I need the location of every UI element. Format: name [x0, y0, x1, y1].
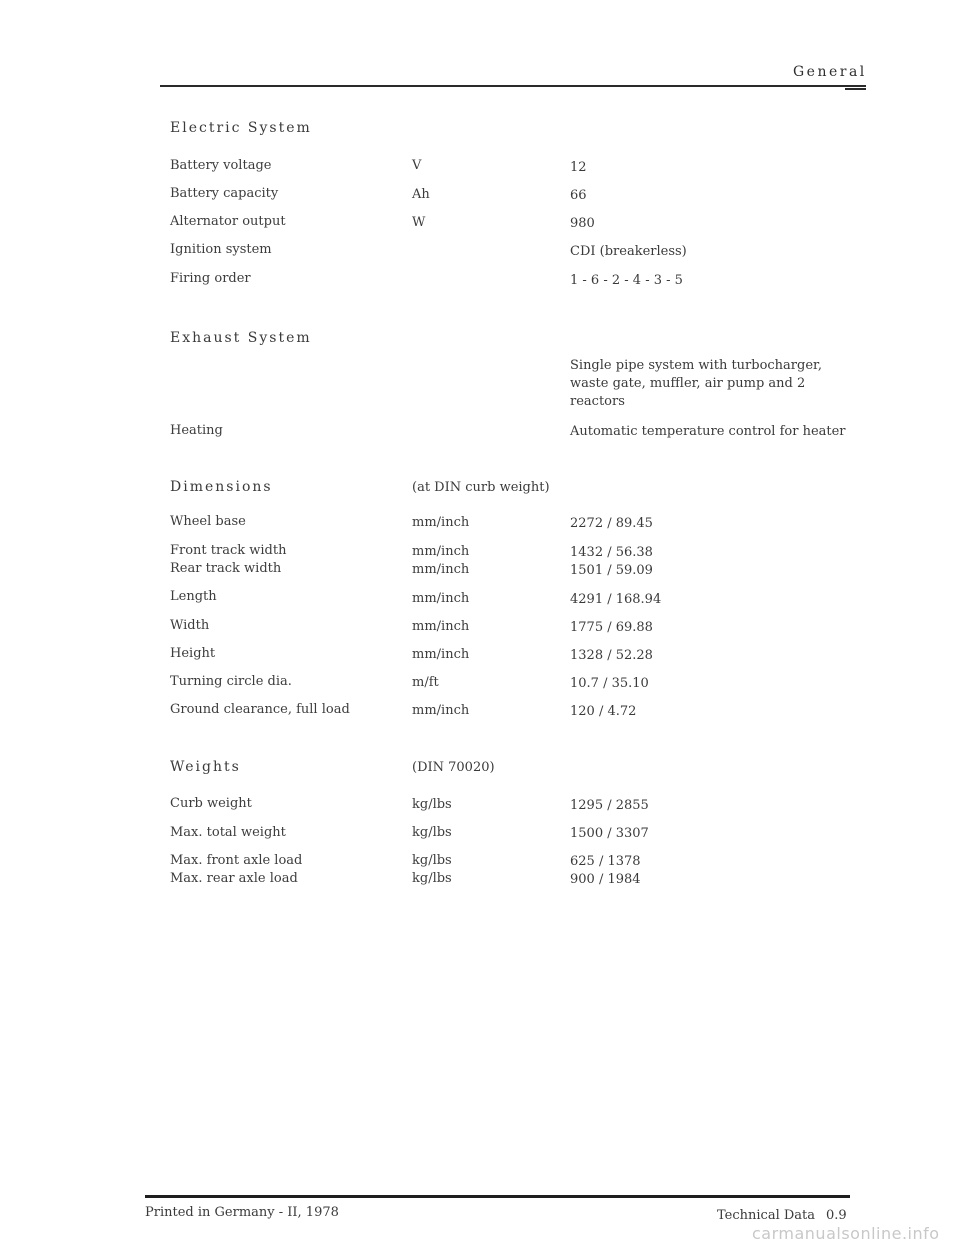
dimensions-row-label: Front track width — [170, 543, 287, 558]
dimensions-row-unit: mm/inch — [412, 647, 470, 662]
weights-note: (DIN 70020) — [412, 760, 495, 775]
dimensions-row-unit: mm/inch — [412, 591, 470, 606]
electric-row-value: 12 — [570, 160, 587, 175]
electric-row-label: Firing order — [170, 271, 251, 286]
weights-row-label: Max. rear axle load — [170, 871, 298, 886]
dimensions-row-value: 120 / 4.72 — [570, 704, 637, 719]
footer-page-number: 0.9 — [826, 1208, 847, 1223]
weights-row-unit: kg/lbs — [412, 853, 452, 868]
dimensions-row-unit: mm/inch — [412, 703, 470, 718]
dimensions-section-title: Dimensions — [170, 479, 273, 495]
watermark-text: carmanualsonline.info — [752, 1224, 940, 1243]
electric-section-title: Electric System — [170, 120, 312, 136]
dimensions-row-value: 10.7 / 35.10 — [570, 676, 649, 691]
footer-rule — [145, 1195, 850, 1198]
footer-section: Technical Data — [717, 1208, 816, 1223]
weights-row-label: Max. total weight — [170, 825, 286, 840]
weights-row-value: 1295 / 2855 — [570, 798, 649, 813]
electric-row-value: 980 — [570, 216, 595, 231]
dimensions-row-value: 1501 / 59.09 — [570, 563, 653, 578]
dimensions-row-unit: mm/inch — [412, 562, 470, 577]
dimensions-note: (at DIN curb weight) — [412, 480, 550, 495]
weights-row-label: Max. front axle load — [170, 853, 303, 868]
electric-row-label: Ignition system — [170, 242, 272, 257]
electric-row-unit: Ah — [412, 187, 430, 202]
dimensions-row-value: 4291 / 168.94 — [570, 592, 662, 607]
dimensions-row-label: Rear track width — [170, 561, 282, 576]
electric-row-unit: V — [412, 158, 422, 173]
electric-row-unit: W — [412, 215, 426, 230]
electric-row-label: Alternator output — [170, 214, 286, 229]
dimensions-row-unit: mm/inch — [412, 619, 470, 634]
weights-row-value: 900 / 1984 — [570, 872, 641, 887]
dimensions-row-label: Ground clearance, full load — [170, 702, 350, 717]
electric-row-label: Battery voltage — [170, 158, 272, 173]
dimensions-row-label: Width — [170, 618, 210, 633]
weights-row-label: Curb weight — [170, 796, 252, 811]
weights-row-unit: kg/lbs — [412, 825, 452, 840]
dimensions-row-value: 2272 / 89.45 — [570, 516, 653, 531]
dimensions-row-value: 1432 / 56.38 — [570, 545, 653, 560]
footer-printed: Printed in Germany - II, 1978 — [145, 1205, 339, 1220]
header-rule — [160, 85, 866, 87]
weights-section-title: Weights — [170, 759, 241, 775]
exhaust-section-title: Exhaust System — [170, 330, 312, 346]
electric-row-value: 1 - 6 - 2 - 4 - 3 - 5 — [570, 273, 683, 288]
dimensions-row-value: 1328 / 52.28 — [570, 648, 653, 663]
dimensions-row-unit: m/ft — [412, 675, 439, 690]
header-rule-accent — [845, 88, 866, 90]
dimensions-row-unit: mm/inch — [412, 515, 470, 530]
weights-row-value: 625 / 1378 — [570, 854, 641, 869]
weights-row-value: 1500 / 3307 — [570, 826, 649, 841]
heating-label: Heating — [170, 423, 223, 438]
heating-value: Automatic temperature control for heater — [570, 424, 846, 439]
weights-row-unit: kg/lbs — [412, 797, 452, 812]
weights-row-unit: kg/lbs — [412, 871, 452, 886]
dimensions-row-value: 1775 / 69.88 — [570, 620, 653, 635]
electric-row-value: 66 — [570, 188, 587, 203]
dimensions-row-label: Length — [170, 589, 217, 604]
dimensions-row-label: Height — [170, 646, 216, 661]
dimensions-row-label: Turning circle dia. — [170, 674, 292, 689]
electric-row-value: CDI (breakerless) — [570, 244, 687, 259]
electric-row-label: Battery capacity — [170, 186, 279, 201]
page-header-title: General — [793, 64, 867, 80]
exhaust-description: Single pipe system with turbocharger, waste gate, muffler, air pump and 2 reactors — [570, 358, 822, 409]
dimensions-row-unit: mm/inch — [412, 544, 470, 559]
dimensions-row-label: Wheel base — [170, 514, 246, 529]
